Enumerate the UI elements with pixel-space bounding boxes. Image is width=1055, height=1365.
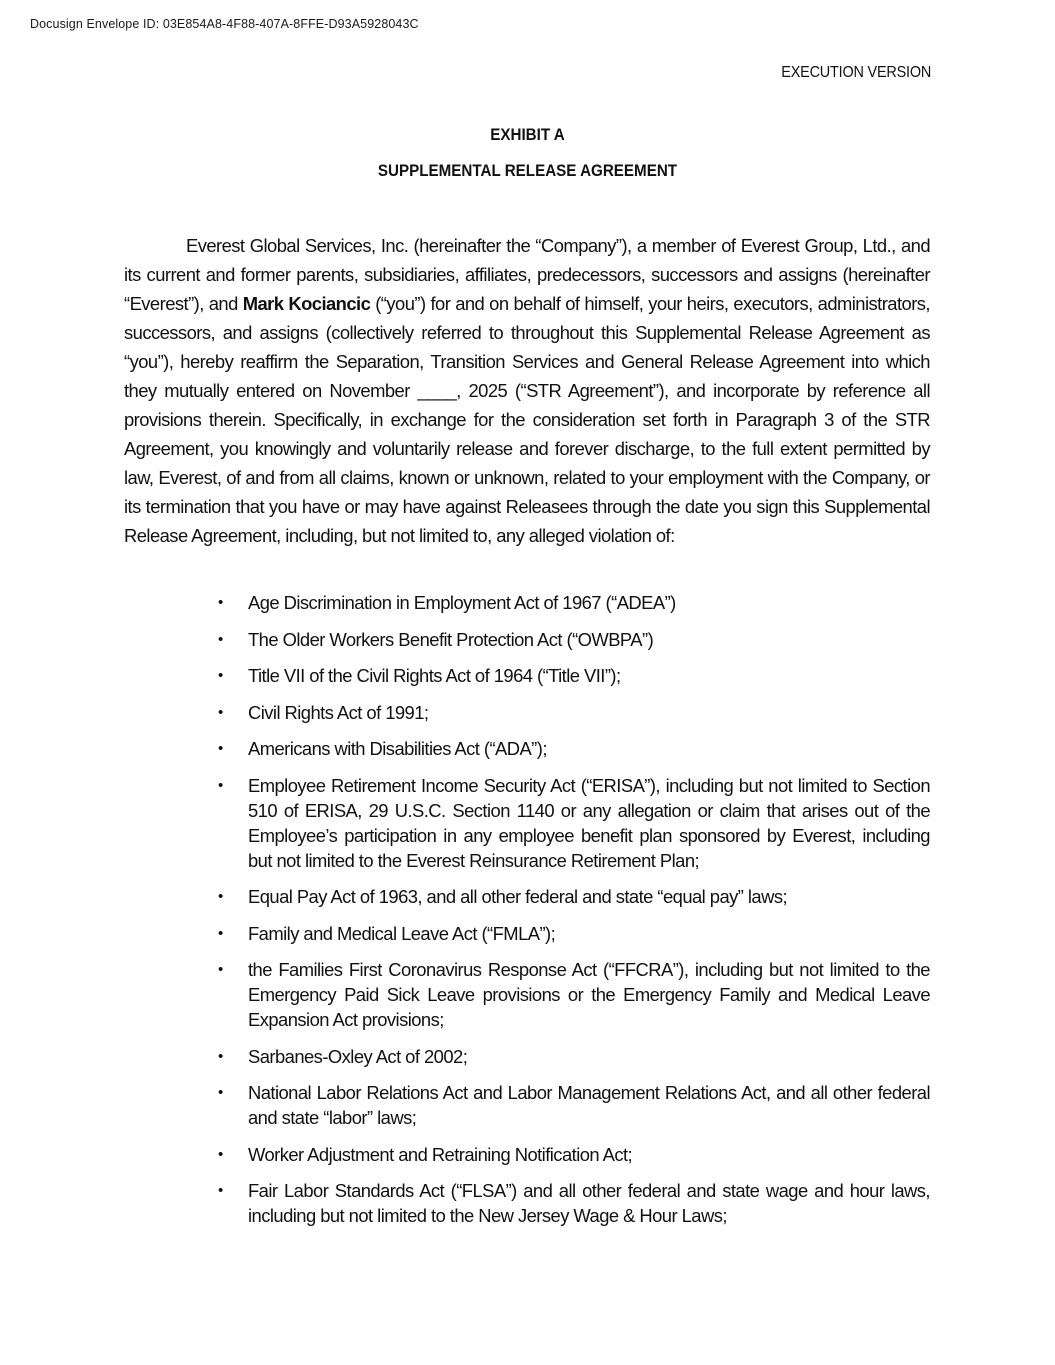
list-item [0, 921, 930, 946]
list-item [0, 1142, 930, 1167]
claim-text: National Labor Relations Act and Labor Management Relations Act, and all other federal and state “labor” laws; [248, 1082, 930, 1128]
bullet-icon: • [218, 703, 223, 721]
claim-text: Equal Pay Act of 1963, and all other federal and state “equal pay” laws; [248, 886, 788, 907]
intro-paragraph [124, 231, 930, 550]
claim-text: the Families First Coronavirus Response Act (“FFCRA”), including but not limited to the Emergency Paid Sick Leave provisions or the Emergency Family and Medical Leave Expansion Act provisions; [248, 959, 930, 1030]
claim-text: Sarbanes-Oxley Act of 2002; [248, 1045, 468, 1067]
bullet-icon: • [218, 1145, 223, 1163]
employee-name: Mark Kociancic [242, 293, 371, 314]
claim-text: Employee Retirement Income Security Act (“ERISA”), including but not limited to Section 510 of ERISA, 29 U.S.C. Section 1140 or any allegation or claim that arises out of the Employee’s participation in any employee benefit plan sponsored by Everest, including but not limited to the Everest Reinsurance Retirement Plan; [248, 774, 930, 871]
bullet-icon: • [218, 1084, 223, 1101]
claim-text: Age Discrimination in Employment Act of 1967 (“ADEA”) [248, 592, 676, 613]
exhibit-title: EXHIBIT A [490, 126, 565, 144]
intro-text-part2: (“you”) for and on behalf of himself, your heirs, executors, administrators, successors, and assigns (collectively referred to throughout this Supplemental Release Agreement as “you”), hereby reaffirm the Separation, Transition Services and General Release Agreement into which they mutually entered on November ____, 2025 (“STR Agreement”), and incorporate by reference all provisions therein. Specifically, in exchange for the consideration set forth in Paragraph 3 of the STR Agreement, you knowingly and voluntarily release and forever discharge, to the full extent permitted by law, Everest, of and from all claims, known or unknown, related to your employment with the Company, or its termination that you have or may have against Releasees through the date you sign this Supplemental Release Agreement, including, but not limited to, any alleged violation of: [124, 293, 930, 546]
execution-version-label: EXECUTION VERSION [781, 64, 931, 81]
bullet-icon: • [218, 1047, 223, 1065]
claims-list [0, 590, 1055, 1240]
bullet-icon: • [218, 594, 223, 611]
list-item [0, 627, 930, 652]
bullet-icon: • [218, 667, 223, 684]
list-item [0, 1080, 930, 1130]
list-item [0, 1178, 930, 1228]
agreement-title: SUPPLEMENTAL RELEASE AGREEMENT [377, 162, 678, 180]
bullet-icon: • [218, 961, 223, 978]
list-item [0, 663, 930, 688]
list-item [0, 773, 930, 873]
list-item [0, 1044, 930, 1069]
bullet-icon: • [218, 888, 223, 905]
intro-text-part1: Everest Global Services, Inc. (hereinafter the “Company”), a member of Everest Group, Ltd., and its current and former parents, subsidiaries, affiliates, predecessors, successors and assigns (hereinafter “Everest”), and [124, 235, 930, 314]
claim-text: Americans with Disabilities Act (“ADA”); [248, 738, 547, 759]
bullet-icon: • [218, 924, 223, 942]
claim-text: Civil Rights Act of 1991; [248, 701, 429, 723]
docusign-envelope-id: Docusign Envelope ID: 03E854A8-4F88-407A-8FFE-D93A5928043C [30, 17, 419, 31]
bullet-icon: • [218, 630, 223, 648]
list-item [0, 590, 930, 615]
list-item [0, 884, 930, 909]
claim-text: Worker Adjustment and Retraining Notification Act; [248, 1143, 633, 1165]
claim-text: Family and Medical Leave Act (“FMLA”); [248, 922, 556, 944]
bullet-icon: • [218, 776, 223, 794]
list-item [0, 700, 930, 725]
list-item [0, 957, 930, 1032]
claim-text: Title VII of the Civil Rights Act of 1964 (“Title VII”); [248, 665, 621, 686]
claim-text: The Older Workers Benefit Protection Act (“OWBPA”) [248, 628, 654, 650]
list-item [0, 736, 930, 761]
bullet-icon: • [218, 740, 223, 757]
bullet-icon: • [218, 1182, 223, 1199]
claim-text: Fair Labor Standards Act (“FLSA”) and all other federal and state wage and hour laws, including but not limited to the New Jersey Wage & Hour Laws; [248, 1180, 930, 1226]
